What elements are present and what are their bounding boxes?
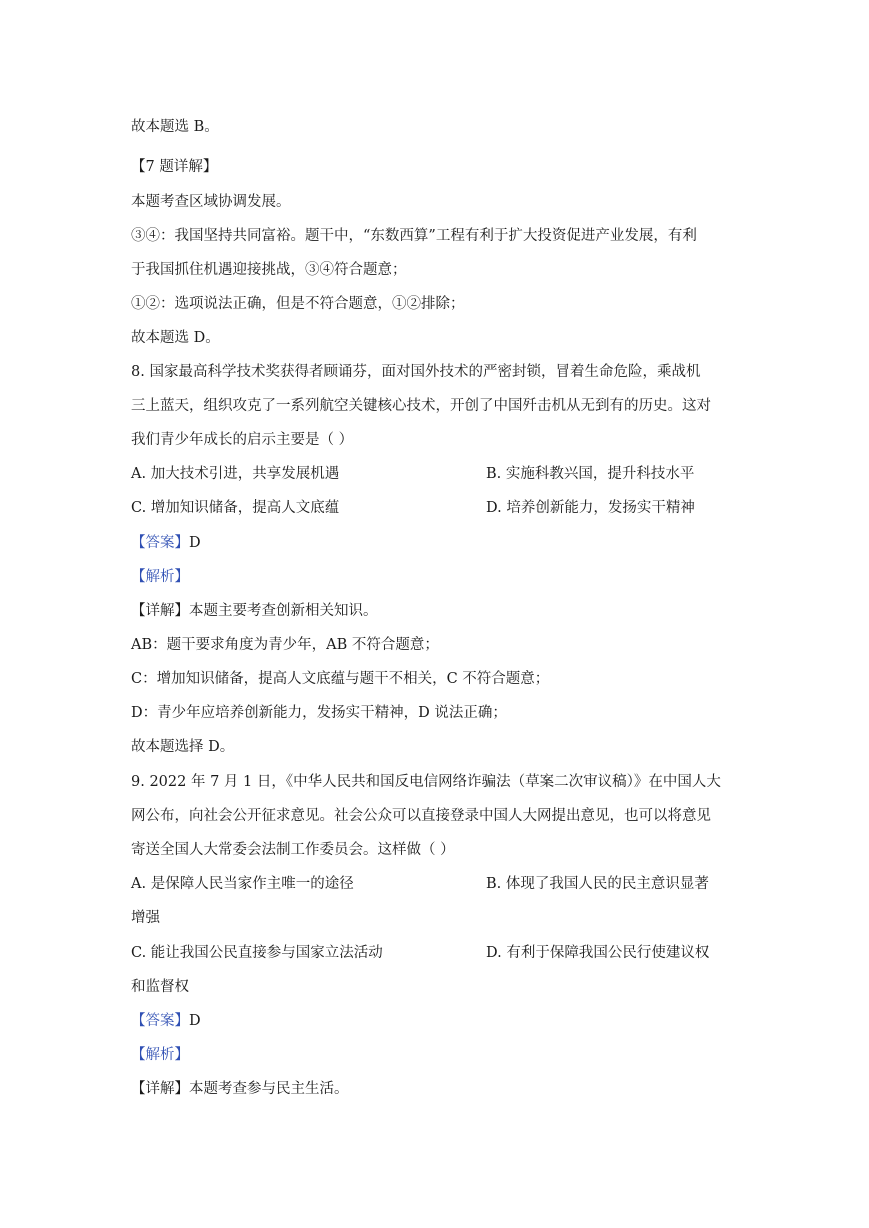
text-line: AB：题干要求角度为青少年，AB 不符合题意； [131,637,439,653]
question-8-text: 三上蓝天，组织攻克了一系列航空关键核心技术，开创了中国歼击机从无到有的历史。这对 [131,398,711,414]
text-line: D：青少年应培养创新能力，发扬实干精神，D 说法正确； [131,705,507,721]
question-8-text: 8. 国家最高科学技术奖获得者顾诵芬，面对国外技术的严密封锁，冒着生命危险，乘战机 [131,364,701,380]
text-line: 于我国抓住机遇迎接挑战，③④符合题意； [131,262,407,278]
q9-option-c: C. 能让我国公民直接参与国家立法活动 [131,945,383,961]
text-line: 故本题选 B。 [131,119,219,135]
detail-text: 本题考查参与民主生活。 [189,1081,349,1097]
q9-option-d: D. 有利于保障我国公民行使建议权 [486,945,710,961]
q8-option-a: A. 加大技术引进，共享发展机遇 [131,466,340,482]
answer-value: D [189,535,201,551]
question-9-text: 网公布，向社会公开征求意见。社会公众可以直接登录中国人大网提出意见，也可以将意见 [131,808,711,824]
question-9-text: 9. 2022 年 7 月 1 日，《中华人民共和国反电信网络诈骗法（草案二次审议稿）》在中国人大 [131,774,721,790]
q8-answer [131,533,201,553]
detail-label: 【详解】 [131,603,189,619]
detail-label: 【详解】 [131,1081,189,1097]
q9-detail [131,1079,349,1099]
q9-option-b-continued: 增强 [131,910,160,926]
text-line: 故本题选择 D。 [131,739,235,755]
text-line: ①②：选项说法正确，但是不符合题意，①②排除； [131,296,465,312]
question-8-text: 我们青少年成长的启示主要是（ ） [131,432,354,448]
question-9-text: 寄送全国人大常委会法制工作委员会。这样做（ ） [131,842,455,858]
text-line: 故本题选 D。 [131,330,220,346]
detail-text: 本题主要考查创新相关知识。 [189,603,378,619]
q8-detail [131,601,378,621]
answer-label: 【答案】 [131,535,189,551]
text-line: C：增加知识储备，提高人文底蕴与题干不相关，C 不符合题意； [131,671,550,687]
answer-label: 【答案】 [131,1013,189,1029]
q8-analysis-label: 【解析】 [131,569,189,585]
q8-option-b: B. 实施科教兴国，提升科技水平 [486,466,695,482]
q9-analysis-label: 【解析】 [131,1047,189,1063]
q9-option-a: A. 是保障人民当家作主唯一的途径 [131,876,354,892]
q9-option-d-continued: 和监督权 [131,979,189,995]
text-line: ③④：我国坚持共同富裕。题干中，“东数西算”工程有利于扩大投资促进产业发展，有利 [131,228,697,244]
section-heading: 【7 题详解】 [131,159,218,175]
answer-value: D [189,1013,201,1029]
q8-option-d: D. 培养创新能力，发扬实干精神 [486,500,695,516]
q9-answer [131,1011,201,1031]
q8-option-c: C. 增加知识储备，提高人文底蕴 [131,500,340,516]
text-line: 本题考查区域协调发展。 [131,194,291,210]
q9-option-b: B. 体现了我国人民的民主意识显著 [486,876,709,892]
